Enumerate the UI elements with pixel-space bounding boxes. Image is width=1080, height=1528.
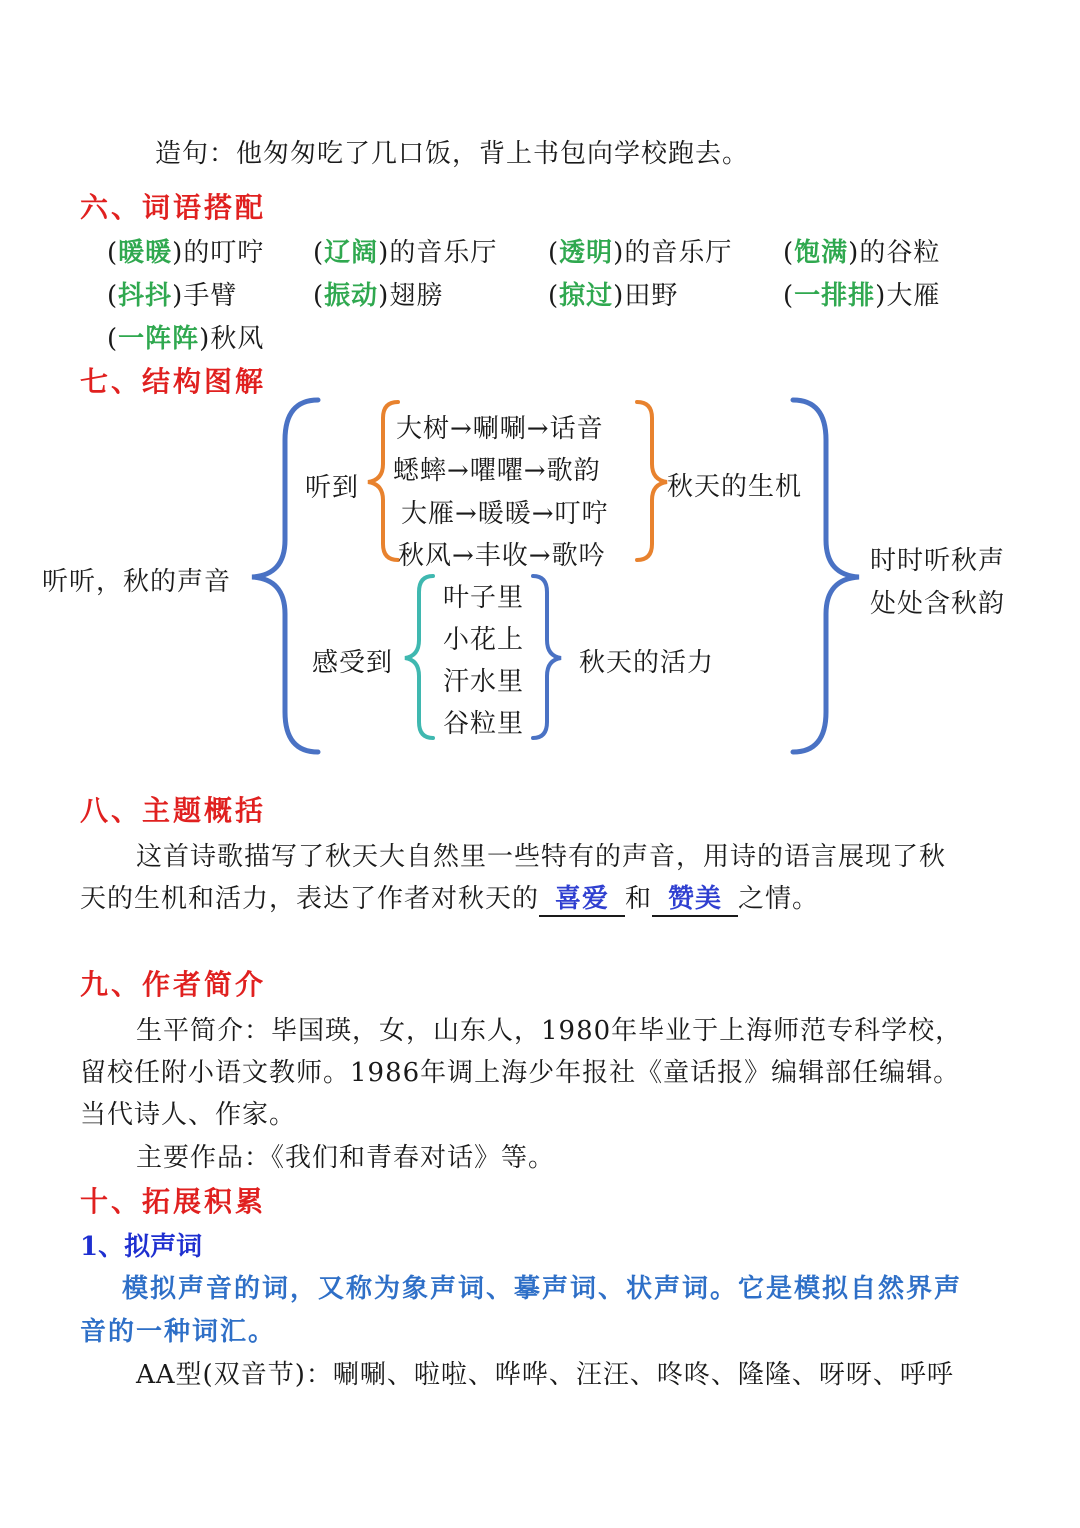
answer-blank-2: 赞美 <box>652 878 738 917</box>
section-10-title: 十、拓展积累 <box>80 1185 267 1218</box>
heard-item: 大雁→暖暖→叮咛 <box>401 499 609 529</box>
example-sentence: 造句：他匆匆吃了几口饭，背上书包向学校跑去。 <box>155 139 750 169</box>
felt-result: 秋天的活力 <box>579 648 715 678</box>
big-left-brace <box>252 400 318 752</box>
big-right-brace <box>793 400 859 752</box>
section-9-title: 九、作者简介 <box>80 968 267 1001</box>
definition-line-2: 音的一种词汇。 <box>80 1317 277 1347</box>
works-line: 主要作品：《我们和青春对话》等。 <box>136 1143 556 1173</box>
pair-item: (掠过)田野 <box>548 281 679 311</box>
felt-item: 汗水里 <box>443 667 525 697</box>
felt-left-brace <box>405 576 433 738</box>
summary-line: 处处含秋韵 <box>870 589 1006 619</box>
pair-item: (抖抖)手臂 <box>107 281 238 311</box>
section-7-title: 七、结构图解 <box>80 365 267 398</box>
pair-item: (辽阔)的音乐厅 <box>313 238 498 268</box>
aa-type-line: AA型(双音节)：唰唰、啦啦、哗哗、汪汪、咚咚、隆隆、呀呀、呼呼 <box>136 1360 954 1390</box>
felt-item: 小花上 <box>443 625 525 655</box>
heard-right-brace <box>637 402 667 560</box>
heard-item: 蟋蟀→㘗㘗→歌韵 <box>393 456 601 486</box>
section-6-title: 六、词语搭配 <box>80 191 267 224</box>
heard-result: 秋天的生机 <box>667 472 803 502</box>
diagram-root: 听听，秋的声音 <box>42 567 232 597</box>
answer-blank-1: 喜爱 <box>539 878 625 917</box>
bio-line: 当代诗人、作家。 <box>80 1100 297 1130</box>
summary-line: 时时听秋声 <box>870 546 1006 576</box>
pair-item: (暖暖)的叮咛 <box>107 238 265 268</box>
pair-item: (饱满)的谷粒 <box>783 238 941 268</box>
subsection-title: 1、拟声词 <box>80 1232 203 1262</box>
heard-label: 听到 <box>305 473 360 503</box>
pair-item: (振动)翅膀 <box>313 281 444 311</box>
definition-line-1: 模拟声音的词，又称为象声词、摹声词、状声词。它是模拟自然界声 <box>122 1274 963 1304</box>
theme-line-2: 天的生机和活力，表达了作者对秋天的 喜爱 和 赞美 之情。 <box>80 878 819 917</box>
bio-line: 生平简介：毕国瑛，女，山东人，1980年毕业于上海师范专科学校， <box>136 1016 963 1046</box>
felt-right-brace <box>533 576 561 738</box>
felt-label: 感受到 <box>312 648 394 678</box>
theme-line-1: 这首诗歌描写了秋天大自然里一些特有的声音，用诗的语言展现了秋 <box>136 842 947 872</box>
pair-item: (一排排)大雁 <box>783 281 941 311</box>
heard-item: 大树→唰唰→话音 <box>396 414 604 444</box>
pair-item: (一阵阵)秋风 <box>107 324 265 354</box>
bio-line: 留校任附小语文教师。1986年调上海少年报社《童话报》编辑部任编辑。 <box>80 1058 961 1088</box>
felt-item: 叶子里 <box>443 583 525 613</box>
section-8-title: 八、主题概括 <box>80 794 267 827</box>
felt-item: 谷粒里 <box>443 709 525 739</box>
pair-item: (透明)的音乐厅 <box>548 238 733 268</box>
heard-item: 秋风→丰收→歌吟 <box>398 541 606 571</box>
